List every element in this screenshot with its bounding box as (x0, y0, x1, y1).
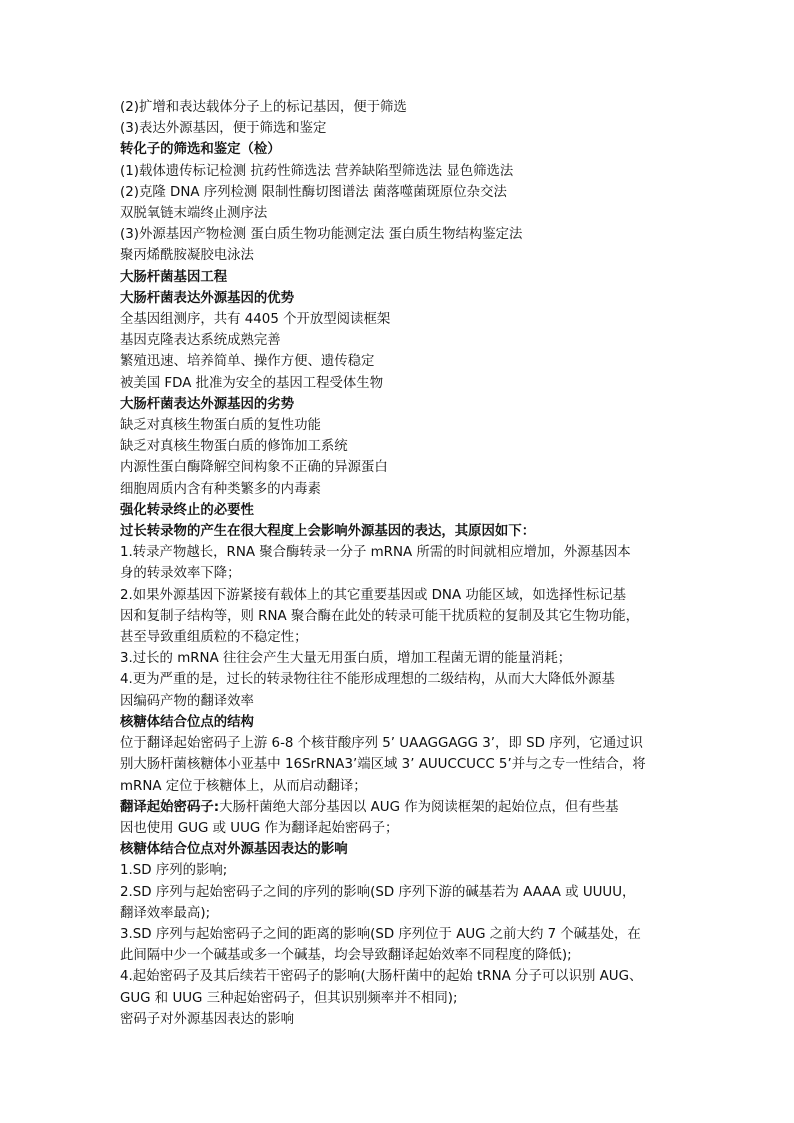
text-line: 密码子对外源基因表达的影响 (120, 1011, 295, 1027)
text-line: GUG 和 UUG 三种起始密码子，但其识别频率并不相同); (120, 990, 458, 1006)
text-line: (1)载体遗传标记检测 抗药性筛选法 营养缺陷型筛选法 显色筛选法 (120, 163, 514, 179)
text-line: (3)表达外源基因，便于筛选和鉴定 (120, 121, 327, 137)
text-line: 全基因组测序，共有 4405 个开放型阅读框架 (120, 312, 391, 328)
text-line: 3.过长的 mRNA 往往会产生大量无用蛋白质，增加工程菌无谓的能量消耗； (120, 651, 572, 667)
text-line: 4.起始密码子及其后续若干密码子的影响(大肠杆菌中的起始 tRNA 分子可以识别 AUG、 (120, 969, 643, 985)
text-line: 缺乏对真核生物蛋白质的复性功能 (120, 418, 321, 434)
text-line: mRNA 定位于核糖体上，从而启动翻译； (120, 778, 367, 794)
text-line: 聚丙烯酰胺凝胶电泳法 (120, 248, 254, 264)
section-heading: 大肠杆菌表达外源基因的优势 (120, 290, 295, 306)
text-line: (2)扩增和表达载体分子上的标记基因，便于筛选 (120, 100, 407, 115)
text-line: 因也使用 GUG 或 UUG 作为翻译起始密码子； (120, 820, 399, 836)
text-line: 内源性蛋白酶降解空间构象不正确的异源蛋白 (120, 460, 388, 476)
text-line: 缺乏对真核生物蛋白质的修饰加工系统 (120, 439, 348, 455)
text-line: 2.SD 序列与起始密码子之间的序列的影响(SD 序列下游的碱基若为 AAAA 或 UUUU， (120, 884, 636, 900)
text-line: (3)外源基因产物检测 蛋白质生物功能测定法 蛋白质生物结构鉴定法 (120, 227, 523, 243)
section-heading: 大肠杆菌基因工程 (120, 269, 228, 285)
text-line: 2.如果外源基因下游紧接有载体上的其它重要基因或 DNA 功能区域，如选择性标记基 (120, 587, 627, 603)
section-heading: 转化子的筛选和鉴定（检） (120, 142, 281, 158)
section-heading: 过长转录物的产生在很大程度上会影响外源基因的表达，其原因如下： (120, 524, 536, 540)
document-page (120, 97, 720, 1030)
text-line: 因编码产物的翻译效率 (120, 693, 254, 709)
text-line: 甚至导致重组质粒的不稳定性； (120, 630, 308, 646)
text-line: 位于翻译起始密码子上游 6-8 个核苷酸序列 5’ UAAGGAGG 3’，即 SD 序列，它通过识 (120, 736, 643, 752)
text-line (120, 797, 720, 818)
text-line: 翻译效率最高); (120, 905, 211, 921)
text-line: 3.SD 序列与起始密码子之间的距离的影响(SD 序列位于 AUG 之前大约 7 个碱基处，在 (120, 926, 641, 942)
inline-text: 大肠杆菌绝大部分基因以 AUG 作为阅读框架的起始位点，但有些基 (219, 799, 619, 815)
section-heading: 大肠杆菌表达外源基因的劣势 (120, 396, 295, 412)
section-heading: 核糖体结合位点对外源基因表达的影响 (120, 842, 348, 858)
text-line: 双脱氧链末端终止测序法 (120, 206, 268, 222)
text-line: 1.转录产物越长，RNA 聚合酶转录一分子 mRNA 所需的时间就相应增加，外源基因本 (120, 545, 631, 561)
text-line: 细胞周质内含有种类繁多的内毒素 (120, 481, 321, 497)
text-line: 身的转录效率下降； (120, 566, 241, 582)
text-line: 此间隔中少一个碱基或多一个碱基，均会导致翻译起始效率不同程度的降低); (120, 948, 572, 964)
text-line: (2)克隆 DNA 序列检测 限制性酶切图谱法 菌落噬菌斑原位杂交法 (120, 184, 507, 200)
section-heading: 核糖体结合位点的结构 (120, 714, 254, 730)
text-line: 基因克隆表达系统成熟完善 (120, 333, 281, 349)
text-line: 别大肠杆菌核糖体小亚基中 16SrRNA3’端区域 3’ AUUCCUCC 5’并与之专一性结合，将 (120, 757, 646, 773)
text-line: 4.更为严重的是，过长的转录物往往不能形成理想的二级结构，从而大大降低外源基 (120, 672, 615, 688)
text-line: 1.SD 序列的影响; (120, 863, 228, 879)
inline-term: 翻译起始密码子: (120, 799, 220, 815)
text-line: 繁殖迅速、培养简单、操作方便、遗传稳定 (120, 354, 375, 370)
section-heading: 强化转录终止的必要性 (120, 502, 254, 518)
text-line: 因和复制子结构等，则 RNA 聚合酶在此处的转录可能干扰质粒的复制及其它生物功能， (120, 608, 640, 624)
text-line: 被美国 FDA 批准为安全的基因工程受体生物 (120, 375, 384, 391)
